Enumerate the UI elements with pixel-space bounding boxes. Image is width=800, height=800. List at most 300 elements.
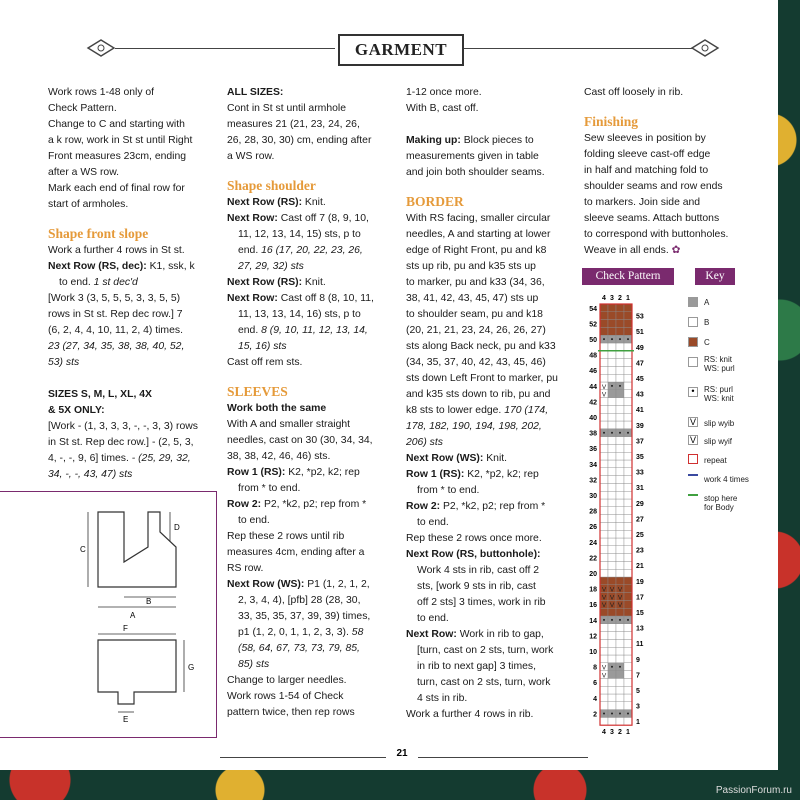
chart-cell xyxy=(600,538,608,546)
chart-cell xyxy=(616,444,624,452)
chart-cell xyxy=(624,655,632,663)
chart-cell xyxy=(616,546,624,554)
chart-cell xyxy=(608,398,616,406)
text-span: end. xyxy=(238,245,262,256)
sub-heading: Work both the same xyxy=(227,403,327,414)
text-line: (20, 21, 21, 23, 24, 26, 26, 27) xyxy=(406,325,546,336)
slip-stitch-icon: V xyxy=(601,586,607,594)
text-line: 1-12 once more. xyxy=(406,87,482,98)
purl-dot-icon xyxy=(627,338,629,340)
row-number-right: 37 xyxy=(636,438,644,446)
chart-cell xyxy=(608,515,616,523)
text-line: 11, 12, 13, 14, 15) sts, p to xyxy=(238,229,361,240)
row-label: Next Row (RS, buttonhole): xyxy=(406,549,541,560)
chart-cell xyxy=(624,639,632,647)
text-line: measurements given in table xyxy=(406,151,539,162)
row-number-left: 34 xyxy=(589,461,597,469)
stitch-count: 206) sts xyxy=(406,437,443,448)
text-line: Work rows 1-54 of Check xyxy=(227,691,344,702)
purl-dot-icon xyxy=(611,432,613,434)
row-label: Row 1 (RS): xyxy=(406,469,465,480)
chart-cell xyxy=(624,320,632,328)
slip-stitch-icon: V xyxy=(617,594,623,602)
chart-cell xyxy=(616,374,624,382)
chart-cell xyxy=(608,717,616,725)
stitch-count: 58 xyxy=(351,627,364,638)
chart-cell xyxy=(616,686,624,694)
text-line: With A and smaller straight xyxy=(227,419,351,430)
chart-cell xyxy=(616,343,624,351)
chart-cell xyxy=(600,444,608,452)
row-label: Next Row (RS): xyxy=(227,277,303,288)
chart-cell xyxy=(616,507,624,515)
purl-dot-icon xyxy=(619,338,621,340)
chart-cell xyxy=(600,655,608,663)
text-line: to end. xyxy=(417,517,449,528)
chart-cell xyxy=(624,366,632,374)
section-heading: Finishing xyxy=(584,114,639,129)
chart-cell xyxy=(624,600,632,608)
key-label-c: C xyxy=(704,338,710,347)
key-swatch-rs-knit xyxy=(688,357,698,367)
purl-dot-icon xyxy=(627,432,629,434)
sleeve-piece-outline xyxy=(98,640,176,704)
row-number-right: 13 xyxy=(636,625,644,633)
text-span: P2, *k2, p2; rep from * xyxy=(440,501,546,512)
chart-cell xyxy=(600,476,608,484)
stitch-count: 23 (27, 34, 35, 38, 38, 40, 52, xyxy=(48,341,185,352)
key-line: stop here xyxy=(704,494,738,503)
key-swatch-rs-purl: • xyxy=(688,387,698,397)
chart-cell xyxy=(600,717,608,725)
chart-cell xyxy=(608,624,616,632)
label-c: C xyxy=(80,545,86,554)
chart-cell xyxy=(608,476,616,484)
text-line: a WS row. xyxy=(227,151,275,162)
purl-dot-icon xyxy=(603,432,605,434)
chart-cell xyxy=(608,577,616,585)
chart-cell xyxy=(600,398,608,406)
page-number: 21 xyxy=(396,748,408,759)
text-line: RS row. xyxy=(227,563,264,574)
column-label-bottom: 1 xyxy=(626,729,630,737)
row-number-left: 54 xyxy=(589,305,597,313)
row-number-right: 17 xyxy=(636,594,644,602)
purl-dot-icon xyxy=(603,713,605,715)
row-number-right: 21 xyxy=(636,563,644,571)
text-line: measures 4cm, ending after a xyxy=(227,547,365,558)
slip-stitch-icon: V xyxy=(601,672,607,680)
chart-cell xyxy=(616,515,624,523)
text-line: from * to end. xyxy=(417,485,480,496)
slip-stitch-icon: V xyxy=(617,586,623,594)
text-span: Knit. xyxy=(483,453,508,464)
chart-cell xyxy=(600,366,608,374)
chart-cell xyxy=(608,483,616,491)
row-number-left: 12 xyxy=(589,633,597,641)
chart-cell xyxy=(616,530,624,538)
chart-cell xyxy=(616,702,624,710)
chart-cell xyxy=(600,522,608,530)
stitch-count: 8 (9, 10, 11, 12, 13, 14, xyxy=(261,325,368,336)
chart-cell xyxy=(608,304,616,312)
size-heading: & 5X ONLY: xyxy=(48,405,105,416)
row-number-right: 51 xyxy=(636,329,644,337)
chart-cell xyxy=(616,437,624,445)
chart-cell xyxy=(616,476,624,484)
text-line: and k35 sts down to rib, pu and xyxy=(406,389,551,400)
chart-cell xyxy=(608,655,616,663)
chart-cell xyxy=(616,717,624,725)
chart-cell xyxy=(624,686,632,694)
chart-cell xyxy=(600,678,608,686)
chart-cell xyxy=(600,639,608,647)
chart-cell xyxy=(624,312,632,320)
row-label: Next Row: xyxy=(227,293,278,304)
stitch-count: 85) sts xyxy=(238,659,270,670)
chart-cell xyxy=(608,522,616,530)
row-number-left: 8 xyxy=(593,664,597,672)
key-label-stop xyxy=(704,494,737,512)
chart-cell xyxy=(616,405,624,413)
text-line: to end. xyxy=(417,613,449,624)
key-swatch-work4 xyxy=(688,474,698,484)
text-line: turn, cast on 2 sts, turn, work xyxy=(417,677,551,688)
row-number-right: 43 xyxy=(636,391,644,399)
text-line: rows in St st. Rep dec row.] 7 xyxy=(48,309,183,320)
text-span: Cast off 8 (8, 10, 11, xyxy=(277,293,374,304)
chart-cell xyxy=(600,499,608,507)
label-e: E xyxy=(123,715,129,724)
text-line: to marker, pu and k33 (34, 36, xyxy=(406,277,545,288)
chart-cell xyxy=(608,608,616,616)
chart-cell xyxy=(600,405,608,413)
chart-cell xyxy=(608,569,616,577)
row-number-right: 19 xyxy=(636,578,644,586)
text-line: 4 sts in rib. xyxy=(417,693,468,704)
chart-cell xyxy=(616,359,624,367)
chart-cell xyxy=(616,538,624,546)
page-title xyxy=(338,34,464,66)
key-label-work4: work 4 times xyxy=(704,475,749,484)
text-line: to end. xyxy=(238,515,270,526)
row-number-right: 23 xyxy=(636,547,644,555)
key-label-rs-knit xyxy=(704,355,735,373)
chart-cell xyxy=(624,468,632,476)
stitch-count: 34, -, -, 43, 47) sts xyxy=(48,469,133,480)
chart-cell xyxy=(616,421,624,429)
text-line: With RS facing, smaller circular xyxy=(406,213,551,224)
row-number-left: 48 xyxy=(589,352,597,360)
ornament-left-icon xyxy=(86,38,116,58)
chart-cell xyxy=(624,624,632,632)
row-number-left: 38 xyxy=(589,430,597,438)
chart-cell xyxy=(608,452,616,460)
text-line: 38, 41, 42, 43, 45, 47) sts up xyxy=(406,293,539,304)
column-4 xyxy=(584,85,774,259)
section-heading: Shape front slope xyxy=(48,226,149,241)
chart-cell xyxy=(608,546,616,554)
chart-cell xyxy=(624,546,632,554)
chart-cell xyxy=(624,702,632,710)
column-2 xyxy=(227,85,402,721)
column-label-bottom: 3 xyxy=(610,729,614,737)
chart-cell xyxy=(608,413,616,421)
key-line: RS: purl xyxy=(704,385,733,394)
chart-cell xyxy=(608,359,616,367)
text-line: Work 4 sts in rib, cast off 2 xyxy=(417,565,540,576)
row-number-left: 30 xyxy=(589,493,597,500)
chart-cell xyxy=(608,507,616,515)
column-label-top: 3 xyxy=(610,295,614,302)
chart-cell xyxy=(616,624,624,632)
chart-cell xyxy=(624,671,632,679)
header-rule-left xyxy=(115,48,335,49)
row-number-left: 42 xyxy=(589,399,597,407)
chart-cell xyxy=(600,437,608,445)
text-line: shoulder seams and row ends xyxy=(584,181,723,192)
chart-cell xyxy=(608,538,616,546)
label-b: B xyxy=(146,597,152,606)
key-swatch-slip-wyif: V xyxy=(689,435,696,445)
text-line: Check Pattern. xyxy=(48,103,117,114)
chart-cell xyxy=(624,351,632,359)
text-line: Mark each end of final row for xyxy=(48,183,185,194)
key-label-slip-wyif: slip wyif xyxy=(704,437,733,446)
key-label-repeat: repeat xyxy=(704,456,727,465)
chart-cell xyxy=(616,320,624,328)
text-line: (6, 2, 4, 4, 10, 11, 2, 4) times. xyxy=(48,325,183,336)
row-number-right: 3 xyxy=(636,703,640,711)
text-line: to markers. Join side and xyxy=(584,197,701,208)
watermark-site: PassionForum.ru xyxy=(715,785,792,796)
row-number-left: 28 xyxy=(589,508,597,516)
column-3 xyxy=(406,85,582,723)
stitch-count: 53) sts xyxy=(48,357,80,368)
text-line: Cont in St st until armhole xyxy=(227,103,346,114)
chart-cell xyxy=(608,366,616,374)
row-number-left: 14 xyxy=(589,617,597,625)
chart-cell xyxy=(608,686,616,694)
text-line: Change to larger needles. xyxy=(227,675,347,686)
chart-cell xyxy=(608,374,616,382)
chart-cell xyxy=(600,491,608,499)
chart-cell xyxy=(624,499,632,507)
row-number-left: 32 xyxy=(589,477,597,485)
chart-cell xyxy=(600,569,608,577)
chart-cell xyxy=(616,366,624,374)
row-number-left: 18 xyxy=(589,586,597,594)
row-number-right: 27 xyxy=(636,516,644,524)
chart-cell xyxy=(616,694,624,702)
slip-stitch-icon: V xyxy=(617,602,623,610)
text-span: k8 sts to lower edge. xyxy=(406,405,505,416)
text-line: in half and matching fold to xyxy=(584,165,709,176)
row-number-left: 44 xyxy=(589,383,597,391)
text-line: 26, 28, 30, 30) cm, ending after xyxy=(227,135,372,146)
column-label-top: 1 xyxy=(626,295,630,302)
purl-dot-icon xyxy=(627,713,629,715)
chart-cell xyxy=(616,327,624,335)
slip-stitch-icon: V xyxy=(601,383,607,391)
text-line: Rep these 2 rows until rib xyxy=(227,531,345,542)
chart-cell xyxy=(600,304,608,312)
chart-cell xyxy=(600,413,608,421)
text-span: p1 (1, 2, 0, 1, 1, 2, 3, 3). xyxy=(238,627,352,638)
label-a: A xyxy=(130,611,136,620)
chart-cell xyxy=(600,460,608,468)
row-number-right: 53 xyxy=(636,313,644,321)
label-g: G xyxy=(188,663,195,672)
slip-stitch-icon: V xyxy=(601,602,607,610)
text-line: needles, cast on 30 (30, 34, 34, xyxy=(227,435,373,446)
text-line: [turn, cast on 2 sts, turn, work xyxy=(417,645,554,656)
text-line: [Work - (1, 3, 3, 3, -, -, 3, 3) rows xyxy=(48,421,198,432)
row-number-right: 1 xyxy=(636,719,640,727)
chart-cell xyxy=(624,647,632,655)
chart-cell xyxy=(616,577,624,585)
chart-cell xyxy=(608,561,616,569)
chart-cell xyxy=(600,624,608,632)
row-label: Next Row (WS): xyxy=(406,453,484,464)
text-span: Work in rib to gap, xyxy=(456,629,544,640)
chart-cell xyxy=(600,468,608,476)
chart-cell xyxy=(608,694,616,702)
text-line: sts along Back neck, pu and k33 xyxy=(406,341,556,352)
chart-cell xyxy=(624,444,632,452)
text-line: folding sleeve cast-off edge xyxy=(584,149,711,160)
text-line: in St st. Rep dec row.] - (2, 5, 3, xyxy=(48,437,194,448)
chart-cell xyxy=(616,569,624,577)
chart-cell xyxy=(616,351,624,359)
row-number-right: 35 xyxy=(636,454,644,461)
row-number-left: 50 xyxy=(589,337,597,344)
chart-cell xyxy=(600,561,608,569)
purl-dot-icon xyxy=(611,385,613,387)
text-span: end. xyxy=(238,325,262,336)
chart-cell xyxy=(608,444,616,452)
chart-cell xyxy=(616,312,624,320)
text-line: Work a further 4 rows in rib. xyxy=(406,709,534,720)
text-line: (34, 35, 37, 40, 42, 43, 45, 46) xyxy=(406,357,546,368)
chart-cell xyxy=(616,483,624,491)
key-line: WS: knit xyxy=(704,394,734,403)
key-line: for Body xyxy=(704,503,734,512)
chart-cell xyxy=(616,678,624,686)
header-rule-right xyxy=(463,48,693,49)
chart-cell xyxy=(608,702,616,710)
row-number-right: 5 xyxy=(636,688,640,695)
text-line: 11, 13, 13, 14, 16) sts, p to xyxy=(238,309,361,320)
chart-cell xyxy=(624,359,632,367)
chart-cell xyxy=(624,515,632,523)
chart-cell xyxy=(600,374,608,382)
slip-stitch-icon: V xyxy=(601,391,607,399)
section-heading: Shape shoulder xyxy=(227,178,316,193)
footer-rule-right xyxy=(418,757,588,758)
chart-title: Check Pattern xyxy=(582,268,674,285)
stitch-count: 27, 29, 32) sts xyxy=(238,261,304,272)
chart-cell xyxy=(624,538,632,546)
row-number-right: 15 xyxy=(636,610,644,617)
chart-cell xyxy=(600,632,608,640)
chart-cell xyxy=(624,554,632,562)
chart-cell xyxy=(624,413,632,421)
chart-cell xyxy=(616,632,624,640)
text-line: [Work 3 (3, 5, 5, 5, 3, 3, 5, 5) xyxy=(48,293,181,304)
text-line: in rib to next gap] 3 times, xyxy=(417,661,536,672)
purl-dot-icon xyxy=(603,619,605,621)
label-f: F xyxy=(123,624,128,633)
chart-cell xyxy=(608,499,616,507)
chart-cell xyxy=(600,421,608,429)
chart-cell xyxy=(624,304,632,312)
row-label: Next Row (RS): xyxy=(227,197,303,208)
chart-cell xyxy=(608,343,616,351)
chart-cell xyxy=(624,460,632,468)
chart-cell xyxy=(616,390,624,398)
chart-cell xyxy=(608,437,616,445)
schematic-svg xyxy=(0,492,214,735)
chart-cell xyxy=(608,390,616,398)
chart-cell xyxy=(600,483,608,491)
purl-dot-icon xyxy=(619,385,621,387)
chart-cell xyxy=(616,460,624,468)
row-label: Row 2: xyxy=(227,499,262,510)
chart-cell xyxy=(608,320,616,328)
chart-cell xyxy=(624,507,632,515)
row-label: Row 2: xyxy=(406,501,441,512)
chart-cell xyxy=(624,476,632,484)
text-line: Sew sleeves in position by xyxy=(584,133,706,144)
chart-cell xyxy=(600,702,608,710)
row-number-right: 7 xyxy=(636,672,640,680)
row-label: Next Row: xyxy=(406,629,457,640)
chart-cell xyxy=(608,460,616,468)
row-number-right: 47 xyxy=(636,360,644,368)
row-number-right: 29 xyxy=(636,500,644,508)
text-line: Change to C and starting with xyxy=(48,119,185,130)
text-line: to correspond with buttonholes. xyxy=(584,229,729,240)
row-number-right: 9 xyxy=(636,656,640,664)
key-swatch-slip-wyib: V xyxy=(689,417,696,427)
column-1 xyxy=(48,85,218,483)
key-swatch-stop xyxy=(688,494,698,504)
text-span: Weave in all ends. xyxy=(584,245,669,256)
text-line: measures 21 (21, 23, 24, 26, xyxy=(227,119,360,130)
text-span: Knit. xyxy=(302,277,326,288)
column-label-top: 2 xyxy=(618,295,622,302)
chart-cell xyxy=(624,593,632,601)
chart-cell xyxy=(616,304,624,312)
text-span: Knit. xyxy=(302,197,326,208)
chart-cell xyxy=(600,694,608,702)
chart-cell xyxy=(624,530,632,538)
key-label-a: A xyxy=(704,298,710,307)
text-span: 4, -, -, 9, 6] times. xyxy=(48,453,132,464)
chart-cell xyxy=(624,405,632,413)
purl-dot-icon xyxy=(619,666,621,668)
chart-cell xyxy=(624,678,632,686)
row-number-right: 31 xyxy=(636,485,644,493)
chart-cell xyxy=(600,577,608,585)
size-heading: SIZES S, M, L, XL, 4X xyxy=(48,389,152,400)
chart-cell xyxy=(616,647,624,655)
stitch-count: 178, 182, 190, 194, 198, 202, xyxy=(406,421,542,432)
chart-cell xyxy=(624,608,632,616)
purl-dot-icon xyxy=(627,619,629,621)
text-line: sts, [work 9 sts in rib, cast xyxy=(417,581,536,592)
